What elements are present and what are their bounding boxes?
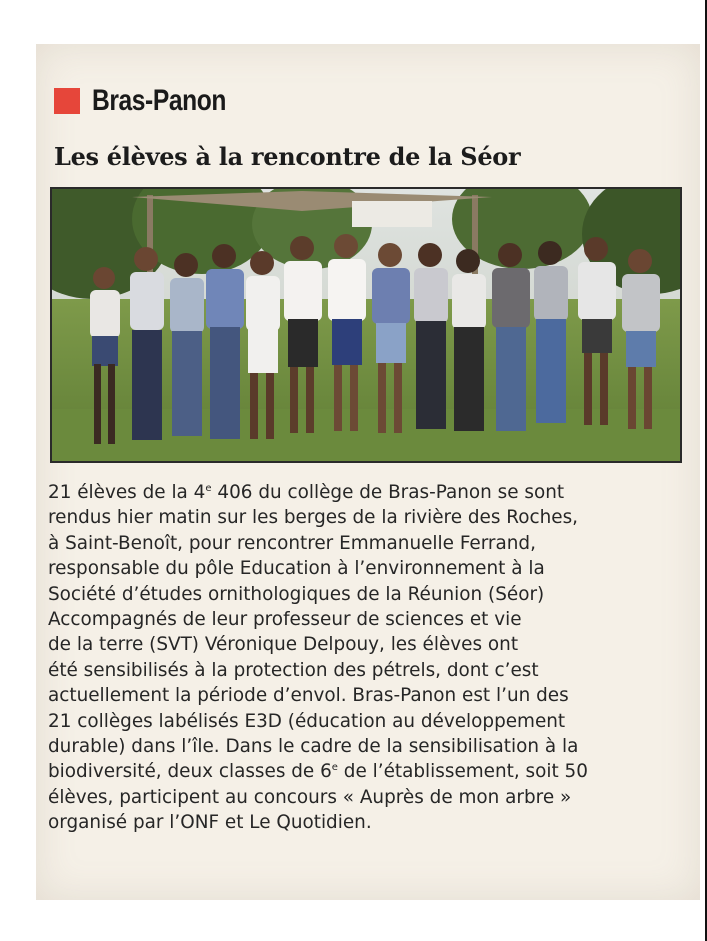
text-run: à Saint-Benoît, pour rencontrer Emmanuelle Ferrand, xyxy=(48,532,536,554)
text-run: élèves, participent au concours « Auprès de mon arbre » xyxy=(48,786,572,808)
text-run: été sensibilisés à la protection des pétrels, dont c’est xyxy=(48,659,539,681)
text-run: de l’établissement, soit 50 xyxy=(337,761,588,783)
article-line xyxy=(48,658,688,683)
article-line xyxy=(48,607,688,632)
text-run: Société d’études ornithologiques de la Réunion (Séor) xyxy=(48,583,545,605)
text-run: Accompagnés de leur professeur de sciences et vie xyxy=(48,608,522,630)
text-run: 21 collèges labélisés E3D (éducation au développement xyxy=(48,710,566,732)
section-name: Bras-Panon xyxy=(92,84,226,117)
article-line xyxy=(48,785,688,810)
article-line xyxy=(48,709,688,734)
article-line xyxy=(48,632,688,657)
section-header xyxy=(54,84,255,118)
article-headline: Les élèves à la rencontre de la Séor xyxy=(54,142,521,171)
group-photo-icon xyxy=(52,189,680,461)
group-photo xyxy=(50,187,682,463)
text-run: organisé par l’ONF et Le Quotidien. xyxy=(48,812,372,834)
article-line xyxy=(48,683,688,708)
section-marker-icon xyxy=(54,88,80,114)
article-line xyxy=(48,531,688,556)
text-run: rendus hier matin sur les berges de la rivière des Roches, xyxy=(48,507,578,529)
text-run: durable) dans l’île. Dans le cadre de la sensibilisation à la xyxy=(48,735,579,757)
text-run: responsable du pôle Education à l’environnement à la xyxy=(48,558,545,580)
text-run: biodiversité, deux classes de 6 xyxy=(48,761,332,783)
article-line xyxy=(48,556,688,581)
newspaper-clipping xyxy=(36,44,700,900)
superscript: e xyxy=(331,762,338,774)
text-run: actuellement la période d’envol. Bras-Panon est l’un des xyxy=(48,685,569,707)
text-run: de la terre (SVT) Véronique Delpouy, les élèves ont xyxy=(48,634,519,656)
article-line xyxy=(48,480,688,505)
article-line xyxy=(48,734,688,759)
text-run: 406 du collège de Bras-Panon se sont xyxy=(211,482,565,503)
article-line xyxy=(48,810,688,835)
article-line xyxy=(48,582,688,607)
superscript: e xyxy=(205,483,212,494)
text-run: 21 élèves de la 4 xyxy=(48,482,206,503)
article-line xyxy=(48,759,688,784)
article-line xyxy=(48,505,688,530)
article-body xyxy=(48,480,688,835)
